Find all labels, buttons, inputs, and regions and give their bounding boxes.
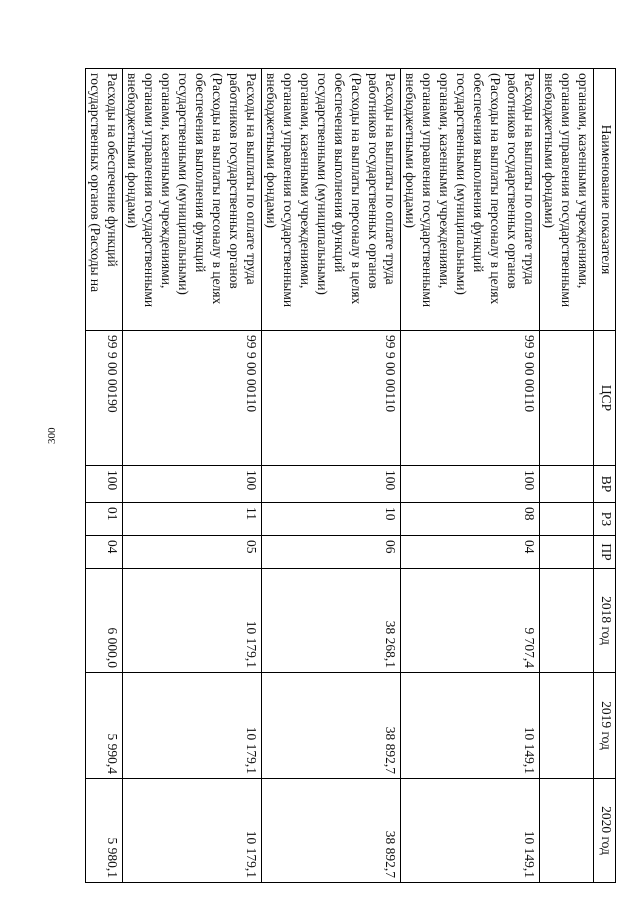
cell-name: Расходы на выплаты по оплате труда работников государственных органов (Расходы на выплаты персоналу в целях обеспечения выполнения функций государственными (муниципальными) органами, казенными учреждениями, органами управления государственными внебюджетными фондами) [401,69,540,331]
table-row [262,69,401,883]
table-row [401,69,540,883]
cell-vr: 100 [262,466,401,503]
cell-2020 [540,779,594,883]
cell-pr: 04 [86,536,123,569]
cell-2018: 6 000,0 [86,569,123,673]
page-number: 300 [46,427,58,444]
cell-2018: 38 268,1 [262,569,401,673]
header-2019: 2019 год [594,673,616,779]
cell-2020: 38 892,7 [262,779,401,883]
cell-2019: 38 892,7 [262,673,401,779]
cell-csr: 99 9 00 00110 [123,331,262,466]
cell-name: Расходы на выплаты по оплате труда работников государственных органов (Расходы на выплаты персоналу в целях обеспечения выполнения функций государственными (муниципальными) органами, казенными учреждениями, органами управления государственными внебюджетными фондами) [262,69,401,331]
cell-rz: 08 [401,503,540,536]
header-name: Наименование показателя [594,69,616,331]
cell-pr: 05 [123,536,262,569]
cell-pr: 06 [262,536,401,569]
cell-vr: 100 [86,466,123,503]
cell-name: Расходы на обеспечение функций государственных органов (Расходы на [86,69,123,331]
header-csr: ЦСР [594,331,616,466]
cell-csr [540,331,594,466]
cell-name: Расходы на выплаты по оплате труда работников государственных органов (Расходы на выплаты персоналу в целях обеспечения выполнения функций государственными (муниципальными) органами, казенными учреждениями, органами управления государственными внебюджетными фондами) [123,69,262,331]
cell-rz: 01 [86,503,123,536]
cell-2020: 10 149,1 [401,779,540,883]
cell-2018 [540,569,594,673]
table-row [540,69,594,883]
cell-2018: 9 707,4 [401,569,540,673]
rotated-page [86,68,616,882]
cell-vr: 100 [401,466,540,503]
cell-pr [540,536,594,569]
cell-csr: 99 9 00 00110 [262,331,401,466]
header-2020: 2020 год [594,779,616,883]
header-pr: ПР [594,536,616,569]
cell-2019: 10 179,1 [123,673,262,779]
header-rz: РЗ [594,503,616,536]
cell-pr: 04 [401,536,540,569]
cell-name: органами, казенными учреждениями, органами управления государственными внебюджетными фондами) [540,69,594,331]
cell-2019 [540,673,594,779]
header-vr: ВР [594,466,616,503]
cell-csr: 99 9 00 00190 [86,331,123,466]
cell-2019: 10 149,1 [401,673,540,779]
cell-2018: 10 179,1 [123,569,262,673]
cell-rz: 10 [262,503,401,536]
table-row [123,69,262,883]
table-row [86,69,123,883]
header-2018: 2018 год [594,569,616,673]
cell-vr: 100 [123,466,262,503]
cell-rz [540,503,594,536]
cell-vr [540,466,594,503]
table-header-row [594,69,616,883]
cell-csr: 99 9 00 00110 [401,331,540,466]
cell-2020: 5 980,1 [86,779,123,883]
cell-rz: 11 [123,503,262,536]
cell-2019: 5 990,4 [86,673,123,779]
cell-2020: 10 179,1 [123,779,262,883]
budget-table [85,68,616,883]
